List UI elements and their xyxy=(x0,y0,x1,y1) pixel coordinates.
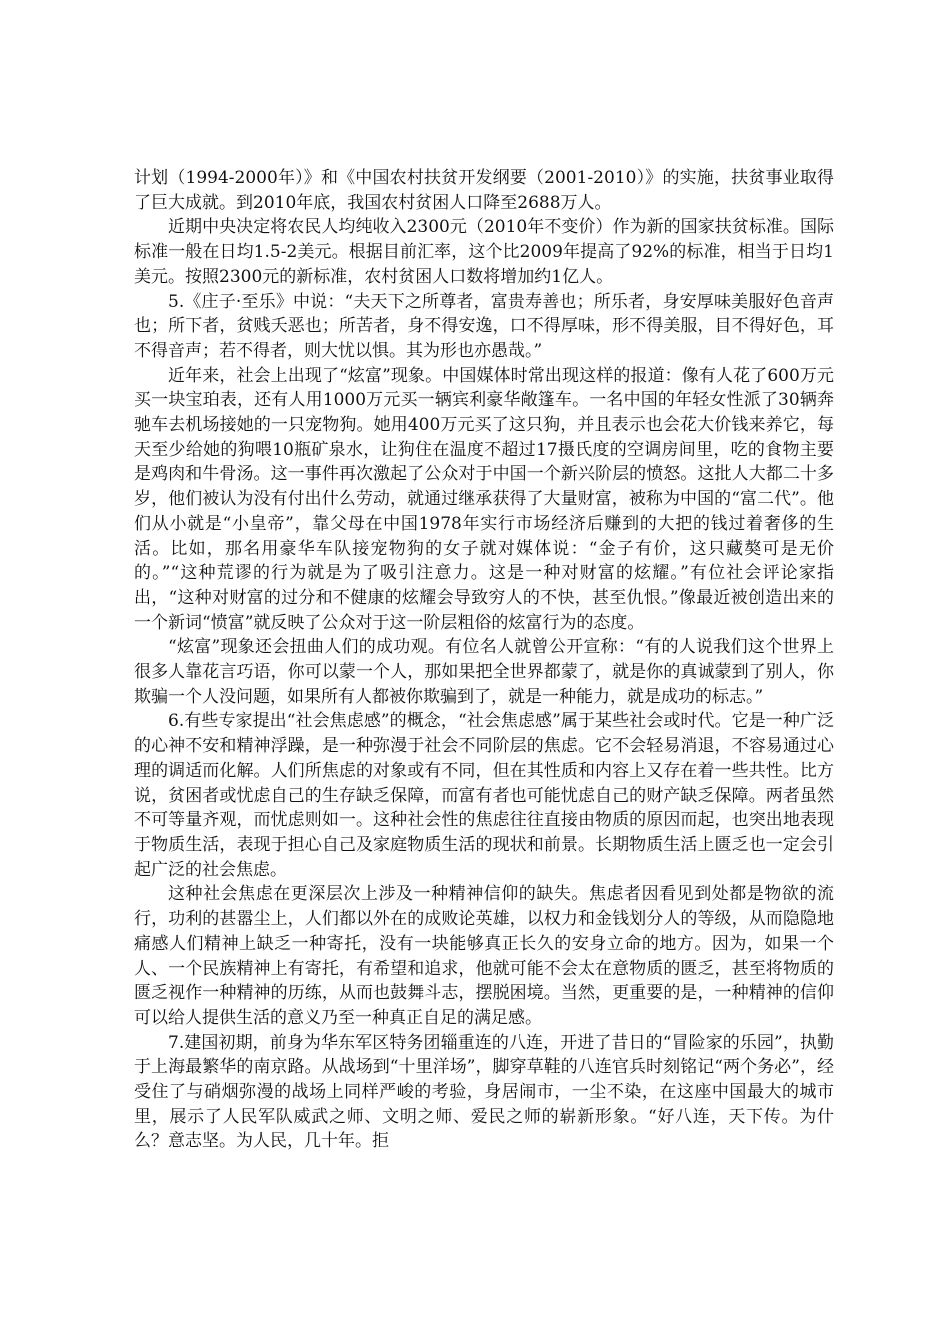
paragraph-poverty-standard: 近期中央决定将农民人均纯收入2300元（2010年不变价）作为新的国家扶贫标准。国际标准一般在日均1.5-2美元。根据目前汇率，这个比2009年提高了92%的标准，相当于日均1美元。按照2300元的新标准，农村贫困人口数将增加约1亿人。 xyxy=(134,217,834,287)
paragraph-show-off-wealth: 近年来，社会上出现了“炫富”现象。中国媒体时常出现这样的报道：像有人花了600万元买一块宝珀表，还有人用1000万元买一辆宾利豪华敞篷车。一名中国的年轻女性派了30辆奔驰车去机场接她的一只宠物狗。她用400万元买了这只狗，并且表示也会花大价钱来养它，每天至少给她的狗喂10瓶矿泉水，让狗住在温度不超过17摄氏度的空调房间里，吃的食物主要是鸡肉和牛骨汤。这一事件再次激起了公众对于中国一个新兴阶层的愤怒。这批人大都二十多岁，他们被认为没有付出什么劳动，就通过继承获得了大量财富，被称为中国的“富二代”。他们从小就是“小皇帝”，靠父母在中国1978年实行市场经济后赚到的大把的钱过着奢侈的生活。比如，那名用豪华车队接宠物狗的女子就对媒体说：“金子有价，这只藏獒可是无价的。”“这种荒谬的行为就是为了吸引注意力。这是一种对财富的炫耀。”有位社会评论家指出，“这种对财富的过分和不健康的炫耀会导致穷人的不快，甚至仇恨。”像最近被创造出来的一个新词“愤富”就反映了公众对于这一阶层粗俗的炫富行为的态度。 xyxy=(134,365,834,633)
document-body xyxy=(134,166,834,1154)
paragraph-item-5-quote: 5.《庄子·至乐》中说：“夫天下之所尊者，富贵寿善也；所乐者，身安厚味美服好色音声也；所下者，贫贱夭恶也；所苦者，身不得安逸，口不得厚味，形不得美服，目不得好色，耳不得音声；若不得者，则大忧以惧。其为形也亦愚哉。” xyxy=(134,291,834,361)
paragraph-item-7-eighth-company: 7.建国初期，前身为华东军区特务团辎重连的八连，开进了昔日的“冒险家的乐园”，执勤于上海最繁华的南京路。从战场到“十里洋场”，脚穿草鞋的八连官兵时刻铭记“两个务必”，经受住了与硝烟弥漫的战场上同样严峻的考验，身居闹市，一尘不染，在这座中国最大的城市里，展示了人民军队威武之师、文明之师、爱民之师的崭新形象。“好八连，天下传。为什么？意志坚。为人民，几十年。拒 xyxy=(134,1032,834,1152)
paragraph-belief-lack: 这种社会焦虑在更深层次上涉及一种精神信仰的缺失。焦虑者因看见到处都是物欲的流行，功利的甚嚣尘上，人们都以外在的成败论英雄，以权力和金钱划分人的等级，从而隐隐地痛感人们精神上缺乏一种寄托，没有一块能够真正长久的安身立命的地方。因为，如果一个人、一个民族精神上有寄托，有希望和追求，他就可能不会太在意物质的匮乏，甚至将物质的匮乏视作一种精神的历练，从而也鼓舞斗志，摆脱困境。当然，更重要的是，一种精神的信仰可以给人提供生活的意义乃至一种真正自足的满足感。 xyxy=(134,884,834,1028)
paragraph-item-6-anxiety: 6.有些专家提出“社会焦虑感”的概念，“社会焦虑感”属于某些社会或时代。它是一种广泛的心神不安和精神浮躁，是一种弥漫于社会不同阶层的焦虑。它不会轻易消退，不容易通过心理的调适而化解。人们所焦虑的对象或有不同，但在其性质和内容上又存在着一些共性。比方说，贫困者或忧虑自己的生存缺乏保障，而富有者也可能忧虑自己的财产缺乏保障。两者虽然不可等量齐观，而忧虑则如一。这种社会性的焦虑往往直接由物质的原因而起，也突出地表现于物质生活，表现于担心自己及家庭物质生活的现状和前景。长期物质生活上匮乏也一定会引起广泛的社会焦虑。 xyxy=(134,711,834,880)
paragraph-continuation: 计划（1994-2000年）》和《中国农村扶贫开发纲要（2001-2010）》的实施，扶贫事业取得了巨大成就。到2010年底，我国农村贫困人口降至2688万人。 xyxy=(134,168,834,213)
paragraph-success-view: “炫富”现象还会扭曲人们的成功观。有位名人就曾公开宣称：“有的人说我们这个世界上很多人靠花言巧语，你可以蒙一个人，那如果把全世界都蒙了，就是你的真诚蒙到了别人，你欺骗一个人没问题，如果所有人都被你欺骗到了，就是一种能力，就是成功的标志。” xyxy=(134,637,834,707)
